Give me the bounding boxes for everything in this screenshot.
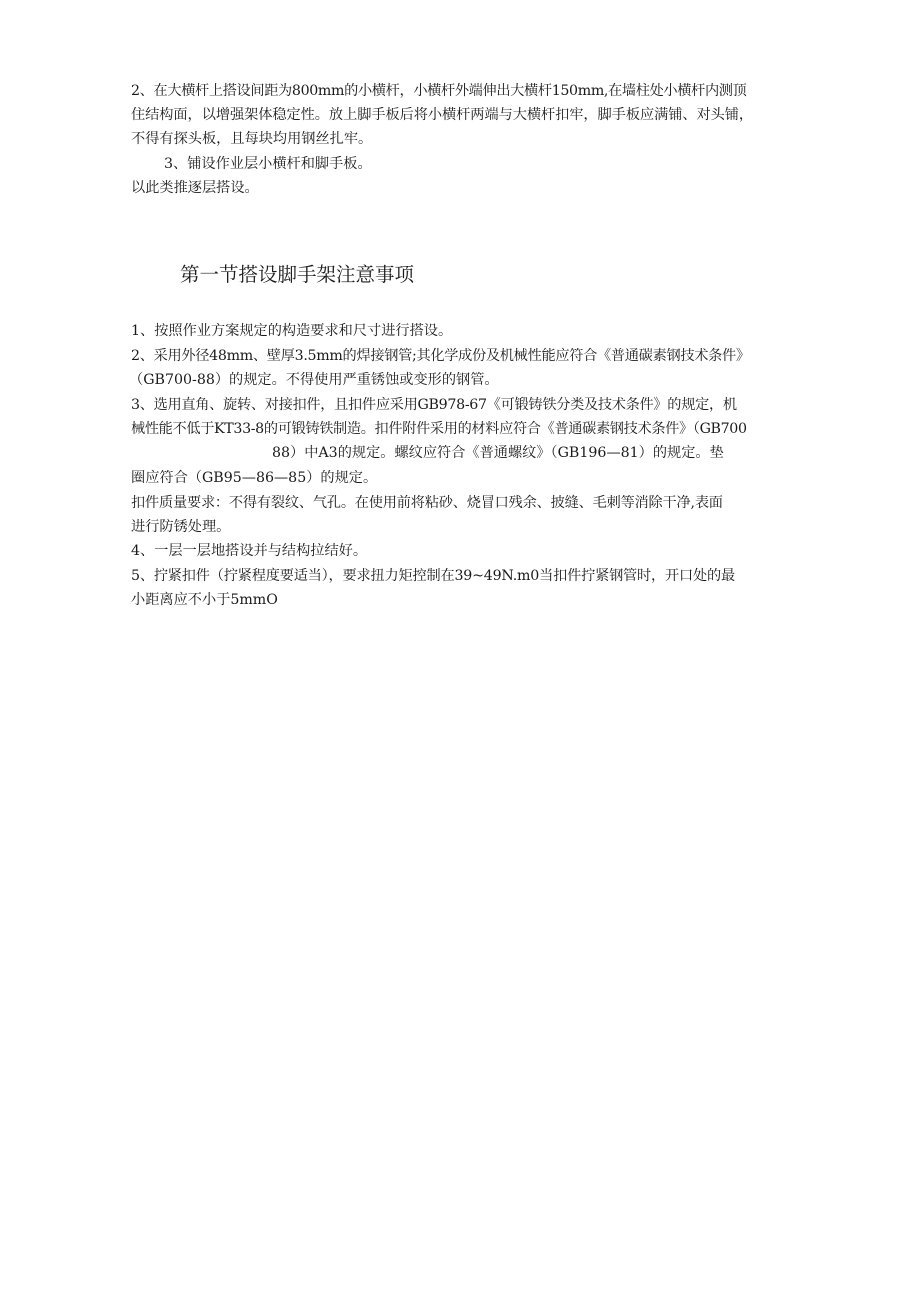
paragraph-line: （GB700-88）的规定。不得使用严重锈蚀或变形的钢管。 [129,372,499,388]
paragraph-line: 88）中A3的规定。螺纹应符合《普通螺纹》（GB196—81）的规定。垫 [272,445,724,461]
paragraph-line: 不得有探头板，且每块均用钢丝扎牢。 [131,131,373,147]
paragraph-line: 1、按照作业方案规定的构造要求和尺寸进行搭设。 [131,323,453,339]
paragraph-line: 3、铺设作业层小横杆和脚手板。 [164,156,372,172]
paragraph-line: 2、在大横杆上搭设间距为800mm的小横杆，小横杆外端伸出大横杆150mm,在墙柱处小横杆内测顶 [131,83,747,99]
paragraph-line: 5、拧紧扣件（拧紧程度要适当），要求扭力矩控制在39~49N.m0当扣件拧紧钢管时，开口处的最 [131,568,735,584]
paragraph-line: 4、一层一层地搭设并与结构拉结好。 [131,543,368,559]
paragraph-line: 小距离应不小于5mmO [131,592,278,608]
paragraph-line: 2、采用外径48mm、壁厚3.5mm的焊接钢管;其化学成份及机械性能应符合《普通碳素钢技术条件》 [131,348,750,364]
paragraph-line: 械性能不低于KT33-8的可锻铸铁制造。扣件附件采用的材料应符合《普通碳素钢技术条件》（GB700 [131,421,747,437]
section-heading: 第一节搭设脚手架注意事项 [180,263,415,286]
paragraph-line: 进行防锈处理。 [131,519,231,535]
paragraph-line: 扣件质量要求：不得有裂纹、气孔。在使用前将粘砂、烧冒口残余、披缝、毛刺等消除干净,表面 [131,495,723,511]
paragraph-line: 以此类推逐层搭设。 [131,180,259,196]
paragraph-line: 住结构面，以增强架体稳定性。放上脚手板后将小横杆两端与大横杆扣牢，脚手板应满铺、对头铺， [131,107,754,123]
paragraph-line: 3、选用直角、旋转、对接扣件，且扣件应采用GB978-67《可锻铸铁分类及技术条件》的规定，机 [131,397,737,413]
paragraph-line: 圈应符合（GB95—86—85）的规定。 [131,470,378,486]
